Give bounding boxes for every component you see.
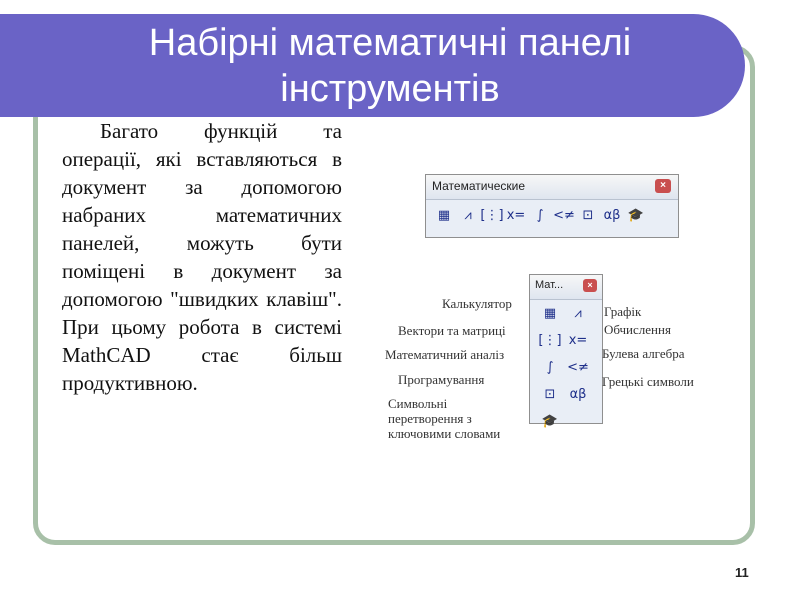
callout-programming: Програмування	[398, 372, 485, 387]
graph-icon[interactable]: ⩘	[574, 305, 582, 321]
callout-boolean: Булева алгебра	[602, 346, 685, 361]
callout-symbolic: Символьні перетворення з ключовими словами	[388, 396, 501, 441]
greek-icon[interactable]: αβ	[603, 207, 621, 223]
slide-title: Набірні математичні панелі інструментів	[148, 21, 632, 110]
slide-body: Багато функцій та операції, які вставляються в документ за допомогою набраних математичних панелей, можуть бути поміщені в документ за допомогою "швидких клавіш". При цьому робота в системі MathCAD стає більш продуктивною.	[62, 119, 342, 395]
toolbar-icon-row	[434, 205, 646, 225]
programming-icon[interactable]: ⊡	[582, 207, 594, 223]
greek-icon[interactable]: αβ	[569, 386, 587, 402]
toolbar-icon-grid	[540, 303, 588, 431]
boolean-icon[interactable]: <≠	[553, 207, 575, 223]
close-icon[interactable]: ×	[583, 279, 597, 292]
boolean-icon[interactable]: <≠	[567, 359, 589, 375]
matrix-icon[interactable]: [⋮]	[480, 207, 504, 223]
graph-icon[interactable]: ⩘	[464, 207, 472, 223]
matrix-icon[interactable]: [⋮]	[538, 332, 562, 348]
close-icon[interactable]: ×	[655, 179, 671, 193]
page-number: 11	[735, 565, 749, 580]
toolbar-title: Мат...	[535, 279, 564, 291]
calculus-icon[interactable]: ∫	[536, 207, 544, 223]
callout-calculus: Математичний аналіз	[385, 347, 505, 362]
toolbar-title: Математические	[432, 179, 525, 193]
symbolic-icon[interactable]: 🎓	[541, 413, 559, 429]
callout-evaluation: Обчислення	[604, 322, 671, 337]
callout-graph: Графік	[604, 304, 642, 319]
math-toolbar-wide	[425, 174, 679, 238]
toolbar-header	[426, 175, 678, 200]
programming-icon[interactable]: ⊡	[544, 386, 556, 402]
toolbar-header	[530, 275, 602, 300]
evaluation-icon[interactable]: x=	[568, 332, 588, 348]
symbolic-icon[interactable]: 🎓	[627, 207, 645, 223]
math-toolbar-tall	[529, 274, 603, 429]
calculus-icon[interactable]: ∫	[546, 359, 554, 375]
callout-matrices: Вектори та матриці	[398, 323, 506, 338]
callout-greek: Грецькі символи	[602, 374, 694, 389]
calculator-icon[interactable]: ▦	[437, 207, 451, 223]
calculator-icon[interactable]: ▦	[543, 305, 557, 321]
evaluation-icon[interactable]: x=	[506, 207, 526, 223]
callout-calculator: Калькулятор	[442, 296, 512, 311]
